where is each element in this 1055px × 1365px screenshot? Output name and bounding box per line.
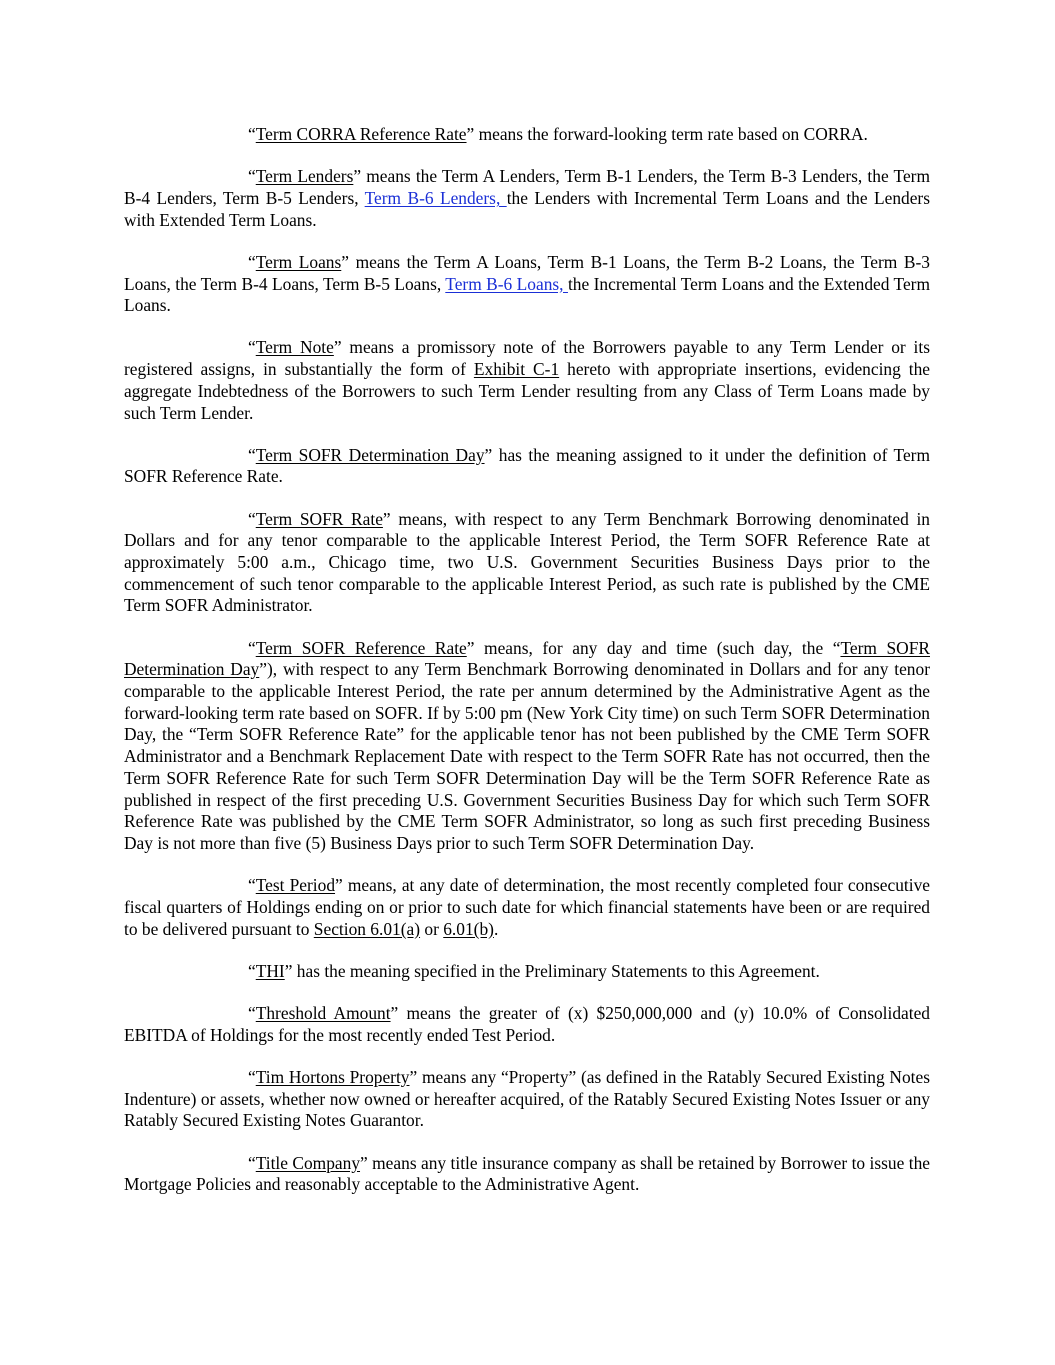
definition-text: ” means the Term A Loans, Term B-1 Loans, the Term B-2 Loans, the Term B-3 Loans, the Term B-4 Loans, Term B-5 Loans, bbox=[124, 251, 931, 294]
definition-text: the Incremental Term Loans and the Extended Term Loans. bbox=[124, 273, 930, 316]
definition-term-loans bbox=[124, 252, 930, 317]
definition-thi bbox=[124, 961, 930, 983]
definition-text: ” means the forward-looking term rate based on CORRA. bbox=[466, 124, 868, 144]
open-quote: “ bbox=[248, 124, 256, 144]
defined-term: Term CORRA Reference Rate bbox=[255, 124, 467, 144]
definition-text: ” means, at any date of determination, the most recently completed four consecutive fiscal quarters of Holdings ending on or prior to such date for which financial statements have been or are required to be delivered pursuant to bbox=[124, 875, 930, 939]
defined-term: Test Period bbox=[255, 875, 336, 896]
defined-term: Threshold Amount bbox=[255, 1003, 391, 1023]
open-quote: “ bbox=[248, 1003, 256, 1023]
definition-text: the Lenders with Incremental Term Loans and the Lenders with Extended Term Loans. bbox=[124, 187, 930, 230]
section-6-01b-reference: 6.01(b) bbox=[443, 918, 494, 939]
definition-text: hereto with appropriate insertions, evidencing the aggregate Indebtedness of the Borrowers to such Term Lender resulting from any Class of Term Loans made by such Term Lender. bbox=[124, 359, 931, 423]
open-quote: “ bbox=[248, 337, 256, 358]
definition-term-note bbox=[124, 337, 930, 424]
definition-text: ” has the meaning assigned to it under the definition of Term SOFR Reference Rate. bbox=[124, 444, 930, 487]
definition-text: ”), with respect to any Term Benchmark Borrowing denominated in Dollars and for any tenor comparable to the applicable Interest Period, the rate per annum determined by the Administrative Agent as the forward-looking term rate based on SOFR. If by 5:00 pm (New York City time) on such Term SOFR Determination Day, the “Term SOFR Reference Rate” for the applicable tenor has not been published by the CME Term SOFR Administrator and a Benchmark Replacement Date with respect to the Term SOFR Rate has not occurred, then the Term SOFR Reference Rate for such Term SOFR Determination Day will be the Term SOFR Reference Rate as published in respect of the first preceding U.S. Government Securities Business Day for which such Term SOFR Reference Rate was published by the CME Term SOFR Administrator, so long as such first preceding Business Day is not more than five (5) Business Days prior to such Term SOFR Determination Day. bbox=[124, 659, 930, 853]
defined-term: Term SOFR Rate bbox=[255, 508, 383, 529]
defined-term: Term Loans bbox=[255, 251, 342, 272]
defined-term: Term SOFR Determination Day bbox=[124, 637, 930, 680]
definition-term-lenders bbox=[124, 166, 930, 231]
definition-term-corra-reference-rate bbox=[124, 124, 930, 146]
definition-test-period bbox=[124, 875, 930, 940]
open-quote: “ bbox=[248, 875, 256, 896]
defined-term: THI bbox=[255, 960, 285, 981]
defined-term: Term SOFR Reference Rate bbox=[255, 637, 467, 658]
definition-text: ” means, with respect to any Term Benchmark Borrowing denominated in Dollars and for any tenor comparable to the applicable Interest Period, the Term SOFR Reference Rate at approximately 5:00 a.m., Chicago time, two U.S. Government Securities Business Days prior to the commencement of such tenor comparable to the applicable Interest Period, as such rate is published by the CME Term SOFR Administrator. bbox=[124, 508, 931, 616]
open-quote: “ bbox=[248, 166, 256, 187]
definition-term-sofr-reference-rate bbox=[124, 638, 930, 855]
definition-threshold-amount bbox=[124, 1003, 930, 1046]
term-b6-lenders-link[interactable]: Term B-6 Lenders, bbox=[364, 187, 507, 208]
defined-term: Tim Hortons Property bbox=[255, 1066, 410, 1087]
definition-tim-hortons-property bbox=[124, 1067, 930, 1132]
definition-text: ” means the Term A Lenders, Term B-1 Lenders, the Term B-3 Lenders, the Term B-4 Lenders, Term B-5 Lenders, bbox=[124, 166, 930, 208]
open-quote: “ bbox=[248, 251, 256, 272]
open-quote: “ bbox=[248, 1066, 256, 1087]
section-6-01a-reference: Section 6.01(a) bbox=[313, 918, 421, 939]
open-quote: “ bbox=[248, 1152, 256, 1173]
definition-text: ” means the greater of (x) $250,000,000 and (y) 10.0% of Consolidated EBITDA of Holdings for the most recently ended Test Period. bbox=[124, 1003, 930, 1045]
open-quote: “ bbox=[248, 508, 256, 529]
document-page bbox=[124, 124, 930, 1196]
definition-text: ” means any “Property” (as defined in the Ratably Secured Existing Notes Indenture) or assets, whether now owned or hereafter acquired, of the Ratably Secured Existing Notes Issuer or any Ratably Secured Existing Notes Guarantor. bbox=[124, 1066, 930, 1131]
definition-text: ” means a promissory note of the Borrowers payable to any Term Lender or its registered assigns, in substantially the form of bbox=[124, 337, 930, 380]
definition-text: ” has the meaning specified in the Preliminary Statements to this Agreement. bbox=[284, 960, 820, 981]
exhibit-c1-reference: Exhibit C-1 bbox=[473, 359, 560, 380]
open-quote: “ bbox=[248, 637, 256, 658]
definition-term-sofr-determination-day bbox=[124, 445, 930, 488]
open-quote: “ bbox=[248, 444, 256, 465]
open-quote: “ bbox=[248, 960, 256, 981]
defined-term: Title Company bbox=[255, 1152, 361, 1173]
definition-text: or bbox=[420, 918, 444, 939]
definition-term-sofr-rate bbox=[124, 509, 930, 618]
defined-term: Term Lenders bbox=[255, 166, 354, 187]
definition-text: . bbox=[493, 918, 499, 939]
definition-text: ” means, for any day and time (such day, the “ bbox=[466, 637, 841, 658]
defined-term: Term Note bbox=[255, 337, 334, 358]
term-b6-loans-link[interactable]: Term B-6 Loans, bbox=[445, 273, 568, 294]
definition-text: ” means any title insurance company as shall be retained by Borrower to issue the Mortgage Policies and reasonably acceptable to the Administrative Agent. bbox=[124, 1152, 930, 1195]
definition-title-company bbox=[124, 1153, 930, 1196]
defined-term: Term SOFR Determination Day bbox=[255, 444, 485, 465]
